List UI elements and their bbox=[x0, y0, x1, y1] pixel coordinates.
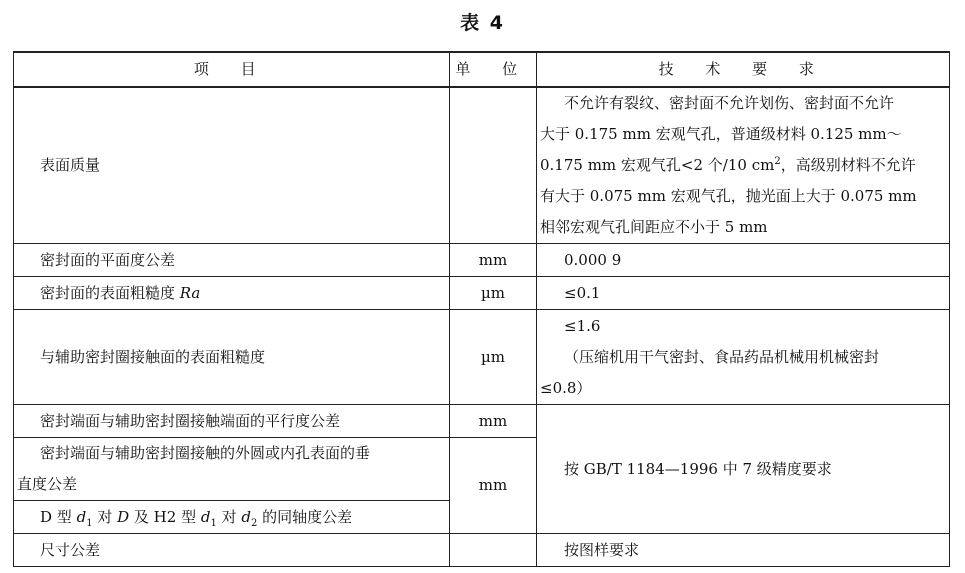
unit-cell: mm bbox=[450, 405, 537, 438]
requirement-cell: 按图样要求 bbox=[537, 534, 950, 567]
unit-cell bbox=[450, 534, 537, 567]
table-header-row bbox=[14, 52, 950, 87]
item-cell: 密封端面与辅助密封圈接触端面的平行度公差 bbox=[14, 405, 450, 438]
merged-requirement-cell: 按 GB/T 1184—1996 中 7 级精度要求 bbox=[537, 405, 950, 534]
item-cell: 表面质量 bbox=[14, 87, 450, 244]
requirement-cell: 0.000 9 bbox=[537, 244, 950, 277]
unit-cell: mm bbox=[450, 244, 537, 277]
item-cell: 密封端面与辅助密封圈接触的外圆或内孔表面的垂 直度公差 bbox=[14, 438, 450, 501]
spec-table bbox=[13, 51, 950, 567]
item-cell: 尺寸公差 bbox=[14, 534, 450, 567]
requirement-cell: ≤0.1 bbox=[537, 277, 950, 310]
unit-cell: µm bbox=[450, 277, 537, 310]
requirement-cell: ≤1.6 （压缩机用干气密封、食品药品机械用机械密封 ≤0.8） bbox=[537, 310, 950, 405]
unit-cell: mm bbox=[450, 438, 537, 534]
requirement-cell: 不允许有裂纹、密封面不允许划伤、密封面不允许 大于 0.175 mm 宏观气孔，普通级材料 0.125 mm～ 0.175 mm 宏观气孔<2 个/10 $cm^2$，高级别材料不允许 有大于 0.075 mm 宏观气孔，抛光面上大于 0.075 mm 相邻宏观气孔间距应不小于 5 mm bbox=[537, 87, 950, 244]
header-requirement: 技 术 要 求 bbox=[537, 52, 950, 87]
unit-cell: µm bbox=[450, 310, 537, 405]
table-row bbox=[14, 87, 950, 244]
header-item: 项 目 bbox=[14, 52, 450, 87]
unit-cell bbox=[450, 87, 537, 244]
item-cell: 密封面的平面度公差 bbox=[14, 244, 450, 277]
header-unit: 单 位 bbox=[450, 52, 537, 87]
table-row bbox=[14, 534, 950, 567]
table-row bbox=[14, 310, 950, 405]
table-row bbox=[14, 277, 950, 310]
table-caption: 表 4 bbox=[460, 12, 505, 34]
table-row bbox=[14, 405, 950, 438]
item-cell: 密封面的表面粗糙度 Ra bbox=[14, 277, 450, 310]
table-row bbox=[14, 244, 950, 277]
item-cell: D 型 $d_1$ 对 D 及 H2 型 $d_1$ 对 $d_2$ 的同轴度公差 bbox=[14, 501, 450, 534]
item-cell: 与辅助密封圈接触面的表面粗糙度 bbox=[14, 310, 450, 405]
